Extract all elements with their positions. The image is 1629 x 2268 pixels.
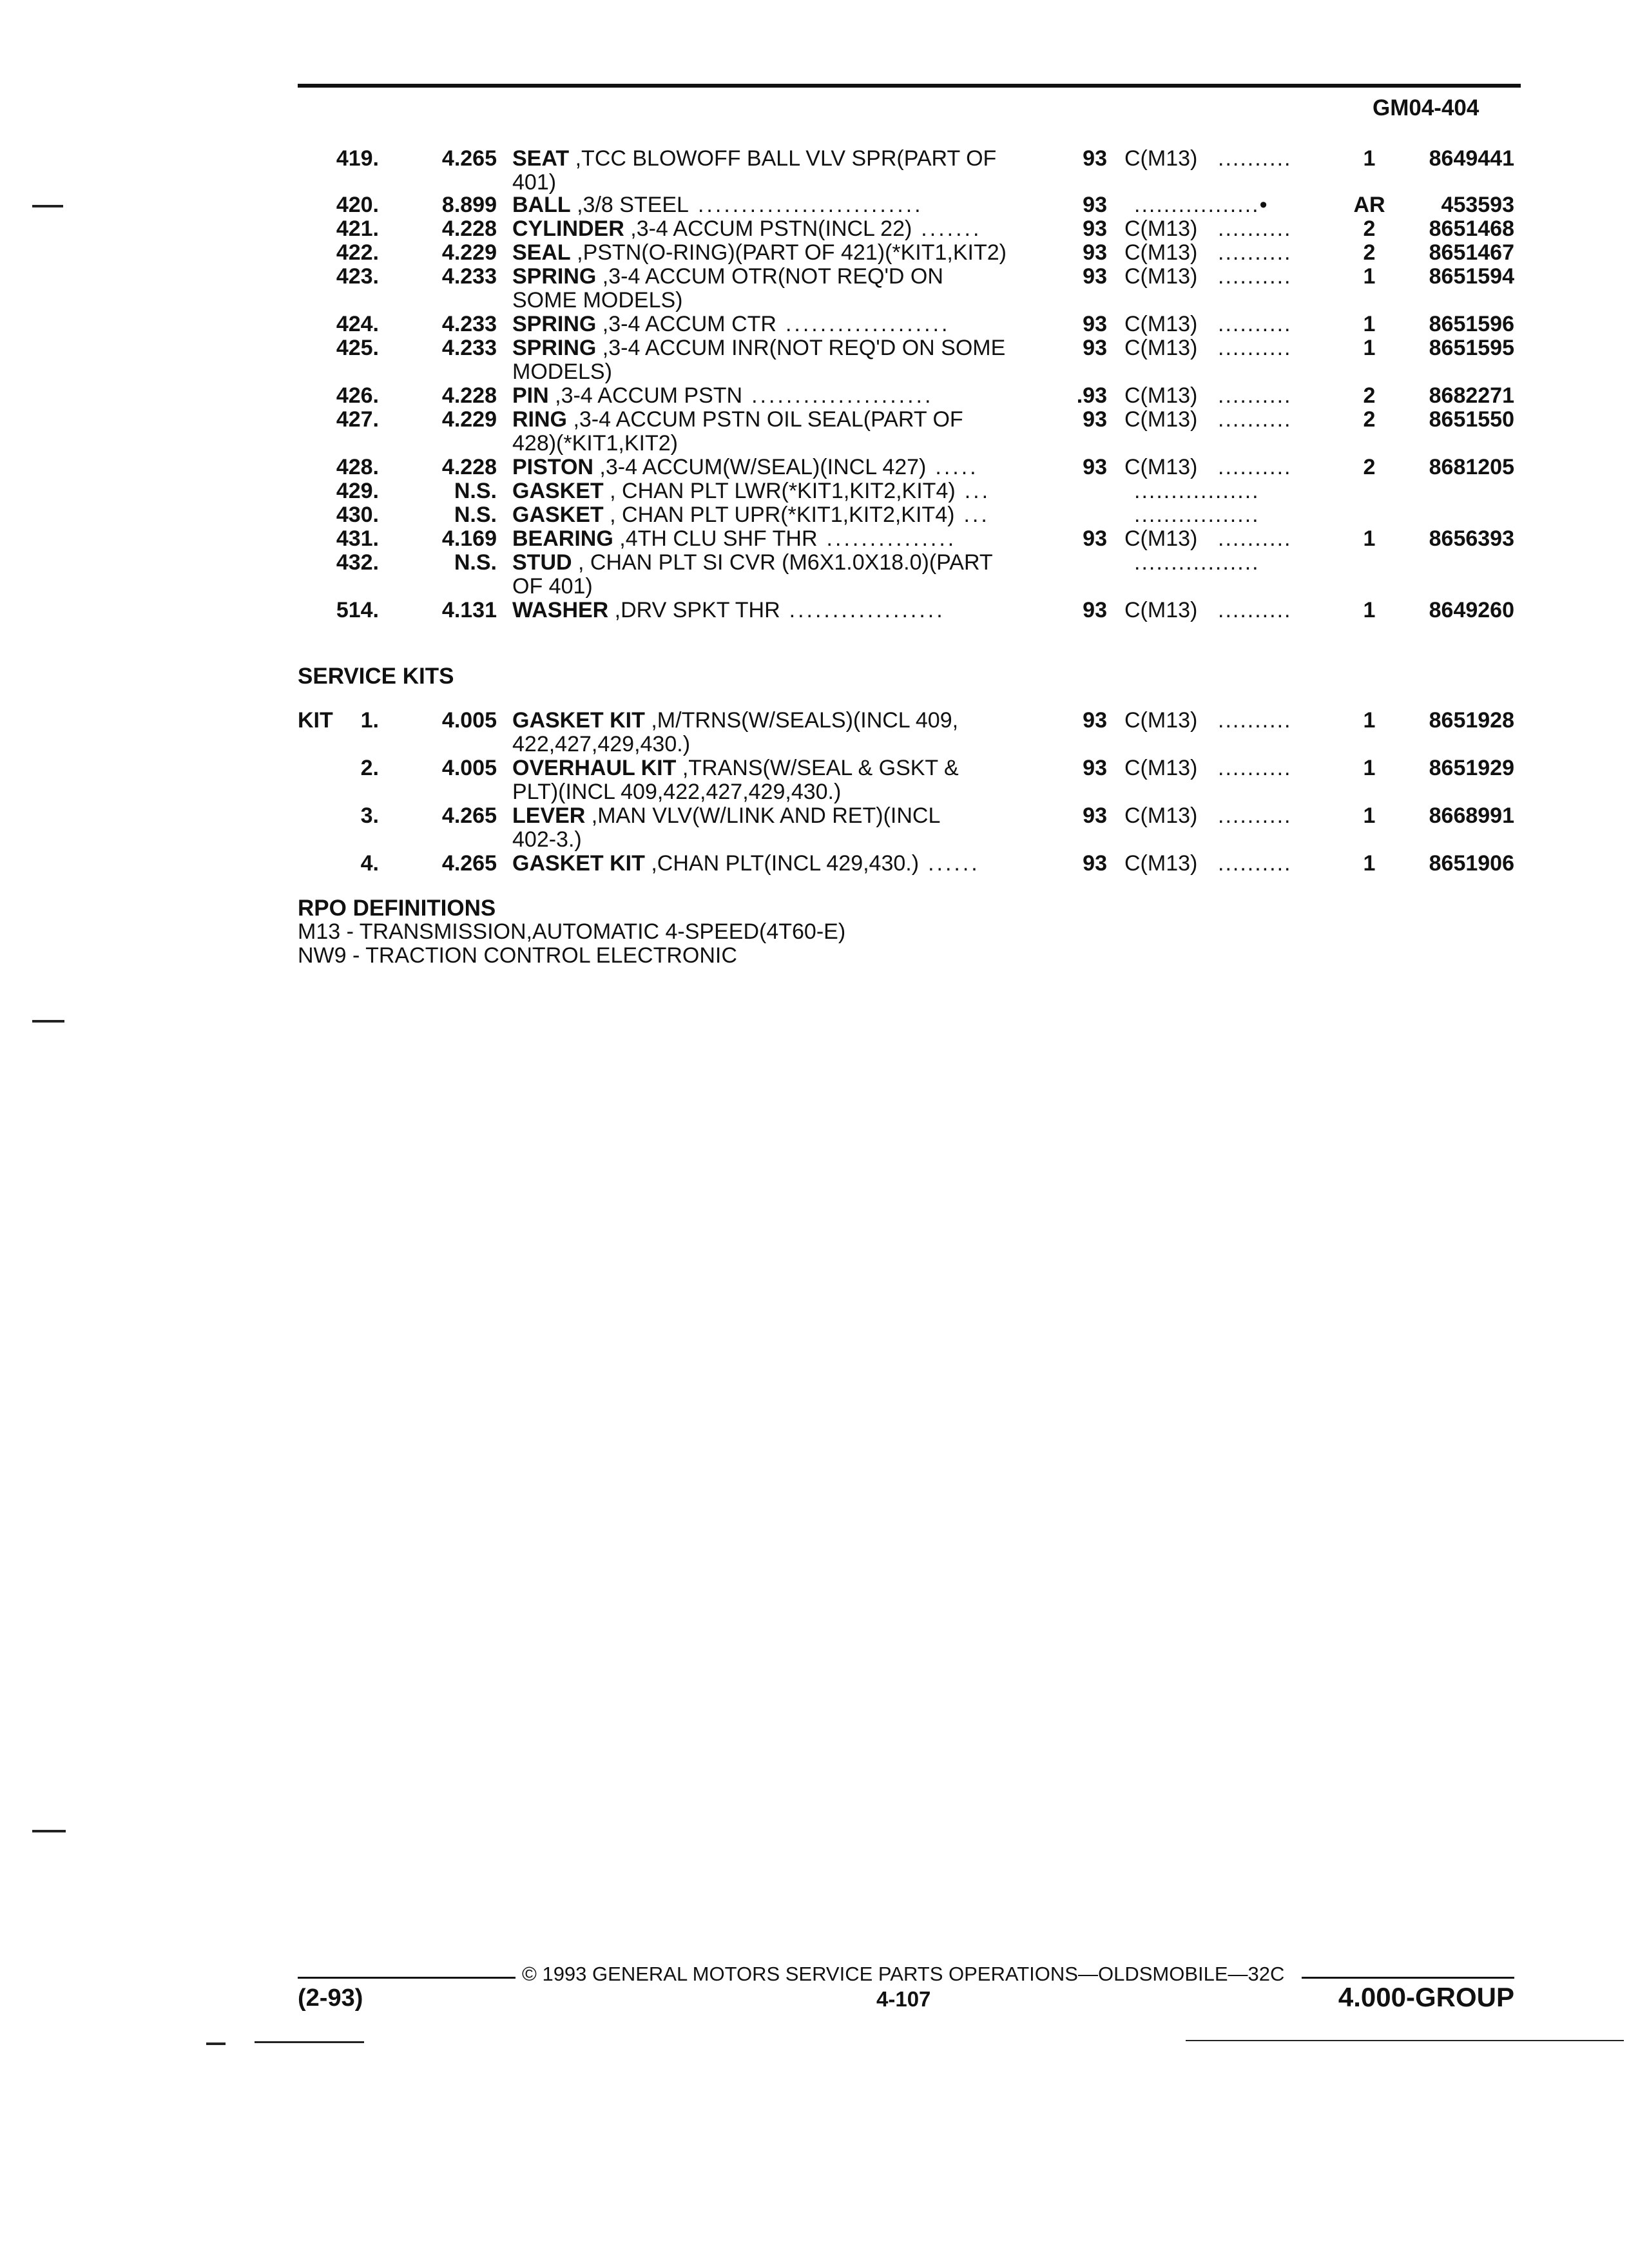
quantity: 1 — [1363, 264, 1376, 289]
footer-date: (2-93) — [298, 1984, 363, 2012]
item-description — [512, 852, 1028, 876]
footer-rule-left — [298, 1977, 516, 1979]
leader-dots: ............... — [826, 526, 957, 551]
leader-dots: .......... — [1218, 756, 1292, 780]
usage-code: C(M13) — [1124, 803, 1198, 828]
part-detail: ,3-4 ACCUM PSTN OIL SEAL(PART OF 428)(*KIT1,KIT2) — [512, 407, 963, 456]
leader-dots: .................• — [1134, 193, 1269, 217]
item-description — [512, 527, 1028, 551]
part-name: BALL — [512, 193, 571, 217]
quantity: 2 — [1363, 383, 1376, 408]
leader-dots: ..................... — [751, 383, 934, 408]
leader-dots: .......................... — [697, 193, 923, 217]
model-year: 93 — [1083, 216, 1107, 241]
usage-code: C(M13) — [1124, 407, 1198, 432]
item-number: 432. — [336, 550, 379, 575]
figure-reference: 4.229 — [441, 407, 497, 432]
item-number: 2. — [360, 756, 379, 780]
quantity: 1 — [1363, 336, 1376, 360]
item-number: 431. — [336, 526, 379, 551]
part-row — [0, 599, 1629, 647]
part-row — [0, 408, 1629, 456]
part-row — [0, 265, 1629, 313]
scan-artifact-mark — [206, 2042, 226, 2045]
scan-artifact-mark — [32, 205, 63, 207]
quantity: 1 — [1363, 756, 1376, 780]
part-row — [0, 336, 1629, 385]
quantity: 2 — [1363, 240, 1376, 265]
figure-reference: 4.265 — [441, 803, 497, 828]
figure-reference: 8.899 — [441, 193, 497, 217]
part-detail: ,3-4 ACCUM OTR(NOT REQ'D ON SOME MODELS) — [512, 264, 943, 312]
usage-code: C(M13) — [1124, 756, 1198, 780]
item-description — [512, 241, 1028, 265]
model-year: .93 — [1076, 383, 1107, 408]
figure-reference: 4.265 — [441, 851, 497, 876]
part-name: GASKET KIT — [512, 851, 645, 876]
item-number: 3. — [360, 803, 379, 828]
usage-code: C(M13) — [1124, 526, 1198, 551]
model-year: 93 — [1083, 312, 1107, 336]
service-kit-row — [0, 756, 1629, 805]
part-name: WASHER — [512, 598, 609, 622]
scan-artifact-mark — [32, 1020, 64, 1023]
part-number: 8651594 — [1429, 264, 1514, 289]
part-name: STUD — [512, 550, 572, 575]
leader-dots: .......... — [1218, 146, 1292, 171]
part-name: CYLINDER — [512, 216, 624, 241]
part-name: SPRING — [512, 264, 597, 289]
service-kit-row — [0, 804, 1629, 852]
part-number: 8668991 — [1429, 803, 1514, 828]
leader-dots: ..... — [935, 455, 979, 479]
usage-code: C(M13) — [1124, 708, 1198, 733]
item-description — [512, 804, 1028, 852]
item-description — [512, 503, 1028, 527]
item-number: 423. — [336, 264, 379, 289]
part-name: SPRING — [512, 336, 597, 360]
usage-code: C(M13) — [1124, 240, 1198, 265]
part-name: RING — [512, 407, 567, 432]
part-name: GASKET — [512, 503, 604, 527]
part-detail: , CHAN PLT UPR(*KIT1,KIT2,KIT4) — [603, 503, 955, 527]
usage-code: C(M13) — [1124, 598, 1198, 622]
scan-artifact-mark — [32, 1830, 66, 1832]
service-kit-row — [0, 852, 1629, 900]
scan-artifact-mark — [255, 2041, 364, 2043]
part-name: OVERHAUL KIT — [512, 756, 677, 780]
kit-label: KIT — [298, 708, 333, 733]
usage-code: C(M13) — [1124, 383, 1198, 408]
part-detail: ,TRANS(W/SEAL & GSKT & PLT)(INCL 409,422,427,429,430.) — [512, 756, 959, 804]
item-number: 1. — [360, 708, 379, 733]
item-description — [512, 217, 1028, 241]
part-detail: ,3-4 ACCUM INR(NOT REQ'D ON SOME MODELS) — [512, 336, 1006, 384]
part-detail: ,DRV SPKT THR — [608, 598, 780, 622]
figure-reference: 4.131 — [441, 598, 497, 622]
model-year: 93 — [1083, 407, 1107, 432]
part-number: 8651595 — [1429, 336, 1514, 360]
footer-copyright: © 1993 GENERAL MOTORS SERVICE PARTS OPERATIONS—OLDSMOBILE—32C — [522, 1963, 1285, 1985]
leader-dots: .......... — [1218, 240, 1292, 265]
figure-reference: 4.169 — [441, 526, 497, 551]
model-year: 93 — [1083, 193, 1107, 217]
model-year: 93 — [1083, 264, 1107, 289]
part-name: BEARING — [512, 526, 613, 551]
figure-reference: 4.005 — [441, 756, 497, 780]
usage-code: C(M13) — [1124, 216, 1198, 241]
part-number: 8681205 — [1429, 455, 1514, 479]
leader-dots: .......... — [1218, 383, 1292, 408]
leader-dots: .................. — [789, 598, 945, 622]
item-number: 420. — [336, 193, 379, 217]
page-number: 4-107 — [876, 1987, 931, 2011]
figure-reference: 4.229 — [441, 240, 497, 265]
footer-rule-right — [1302, 1977, 1514, 1979]
top-rule — [298, 84, 1521, 88]
figure-reference: 4.265 — [441, 146, 497, 171]
quantity: 1 — [1363, 598, 1376, 622]
rpo-definition: NW9 - TRACTION CONTROL ELECTRONIC — [298, 943, 737, 968]
scan-artifact-mark — [1186, 2040, 1624, 2041]
item-number: 429. — [336, 479, 379, 503]
figure-reference: 4.005 — [441, 708, 497, 733]
part-number: 8651906 — [1429, 851, 1514, 876]
item-description — [512, 147, 1028, 195]
leader-dots: .......... — [1218, 407, 1292, 432]
part-detail: ,CHAN PLT(INCL 429,430.) — [644, 851, 920, 876]
item-number: 424. — [336, 312, 379, 336]
part-detail: ,4TH CLU SHF THR — [613, 526, 818, 551]
figure-reference: N.S. — [454, 503, 497, 527]
leader-dots: .......... — [1218, 803, 1292, 828]
model-year: 93 — [1083, 756, 1107, 780]
figure-reference: 4.233 — [441, 312, 497, 336]
part-row — [0, 147, 1629, 195]
model-year: 93 — [1083, 146, 1107, 171]
leader-dots: .......... — [1218, 708, 1292, 733]
part-number: 8649441 — [1429, 146, 1514, 171]
leader-dots: ... — [964, 479, 991, 503]
leader-dots: .......... — [1218, 336, 1292, 360]
quantity: 1 — [1363, 803, 1376, 828]
part-name: GASKET KIT — [512, 708, 645, 733]
item-description — [512, 551, 1028, 599]
model-year: 93 — [1083, 598, 1107, 622]
model-year: 93 — [1083, 803, 1107, 828]
leader-dots: .......... — [1218, 455, 1292, 479]
figure-reference: 4.233 — [441, 264, 497, 289]
part-number: 8682271 — [1429, 383, 1514, 408]
part-number: 8651467 — [1429, 240, 1514, 265]
item-number: 430. — [336, 503, 379, 527]
figure-reference: 4.228 — [441, 383, 497, 408]
part-row — [0, 551, 1629, 599]
leader-dots: ...... — [928, 851, 980, 876]
rpo-definition: M13 - TRANSMISSION,AUTOMATIC 4-SPEED(4T60-E) — [298, 919, 846, 944]
item-number: 427. — [336, 407, 379, 432]
model-year: 93 — [1083, 455, 1107, 479]
model-year: 93 — [1083, 526, 1107, 551]
leader-dots: ....... — [921, 216, 982, 241]
leader-dots: ................... — [785, 312, 950, 336]
part-detail: , CHAN PLT LWR(*KIT1,KIT2,KIT4) — [603, 479, 956, 503]
part-number: 8651550 — [1429, 407, 1514, 432]
leader-dots: ................. — [1134, 503, 1260, 527]
part-number: 8656393 — [1429, 526, 1514, 551]
usage-code: C(M13) — [1124, 455, 1198, 479]
item-description — [512, 456, 1028, 479]
model-year: 93 — [1083, 851, 1107, 876]
leader-dots: .......... — [1218, 312, 1292, 336]
item-number: 422. — [336, 240, 379, 265]
item-description — [512, 265, 1028, 312]
leader-dots: .......... — [1218, 526, 1292, 551]
model-year: 93 — [1083, 240, 1107, 265]
usage-code: C(M13) — [1124, 851, 1198, 876]
part-detail: ,3/8 STEEL — [570, 193, 689, 217]
usage-code: C(M13) — [1124, 146, 1198, 171]
part-detail: ,PSTN(O-RING)(PART OF 421)(*KIT1,KIT2) — [570, 240, 1007, 265]
rpo-heading: RPO DEFINITIONS — [298, 896, 496, 921]
part-detail: ,3-4 ACCUM PSTN — [548, 383, 743, 408]
item-description — [512, 408, 1028, 456]
usage-code: C(M13) — [1124, 264, 1198, 289]
part-name: SEAL — [512, 240, 571, 265]
figure-reference: 4.233 — [441, 336, 497, 360]
quantity: 2 — [1363, 455, 1376, 479]
part-number: 8651929 — [1429, 756, 1514, 780]
part-name: PIN — [512, 383, 549, 408]
quantity: 1 — [1363, 708, 1376, 733]
part-number: 8651928 — [1429, 708, 1514, 733]
part-name: GASKET — [512, 479, 604, 503]
leader-dots: .......... — [1218, 851, 1292, 876]
item-description — [512, 193, 1028, 217]
catalog-id: GM04-404 — [1373, 95, 1480, 120]
quantity: 1 — [1363, 146, 1376, 171]
quantity: 2 — [1363, 216, 1376, 241]
part-name: LEVER — [512, 803, 586, 828]
part-name: PISTON — [512, 455, 593, 479]
part-name: SEAT — [512, 146, 570, 171]
part-number: 453593 — [1441, 193, 1514, 217]
quantity: 1 — [1363, 851, 1376, 876]
item-description — [512, 479, 1028, 503]
leader-dots: .......... — [1218, 598, 1292, 622]
part-name: SPRING — [512, 312, 597, 336]
part-detail: ,3-4 ACCUM(W/SEAL)(INCL 427) — [593, 455, 927, 479]
quantity: 2 — [1363, 407, 1376, 432]
leader-dots: ................. — [1134, 479, 1260, 503]
item-number: 428. — [336, 455, 379, 479]
part-number: 8651596 — [1429, 312, 1514, 336]
part-number: 8651468 — [1429, 216, 1514, 241]
part-detail: ,3-4 ACCUM PSTN(INCL 22) — [624, 216, 912, 241]
item-description — [512, 384, 1028, 408]
usage-code: C(M13) — [1124, 312, 1198, 336]
part-detail: ,MAN VLV(W/LINK AND RET)(INCL 402-3.) — [512, 803, 941, 852]
usage-code: C(M13) — [1124, 336, 1198, 360]
part-detail: ,TCC BLOWOFF BALL VLV SPR(PART OF 401) — [512, 146, 997, 195]
item-description — [512, 336, 1028, 384]
leader-dots: ... — [963, 503, 990, 527]
figure-reference: 4.228 — [441, 455, 497, 479]
item-number: 426. — [336, 383, 379, 408]
item-number: 514. — [336, 598, 379, 622]
leader-dots: ................. — [1134, 550, 1260, 575]
item-description — [512, 709, 1028, 756]
item-description — [512, 599, 1028, 622]
part-detail: , CHAN PLT SI CVR (M6X1.0X18.0)(PART OF 401) — [512, 550, 993, 599]
part-detail: ,3-4 ACCUM CTR — [596, 312, 776, 336]
leader-dots: .......... — [1218, 216, 1292, 241]
item-number: 425. — [336, 336, 379, 360]
figure-reference: N.S. — [454, 550, 497, 575]
leader-dots: .......... — [1218, 264, 1292, 289]
item-number: 4. — [360, 851, 379, 876]
item-number: 419. — [336, 146, 379, 171]
service-kits-heading: SERVICE KITS — [298, 664, 454, 689]
quantity: 1 — [1363, 312, 1376, 336]
quantity: 1 — [1363, 526, 1376, 551]
model-year: 93 — [1083, 708, 1107, 733]
group-label: 4.000-GROUP — [1338, 1982, 1514, 2012]
figure-reference: 4.228 — [441, 216, 497, 241]
part-number: 8649260 — [1429, 598, 1514, 622]
service-kit-row — [0, 709, 1629, 757]
quantity: AR — [1353, 193, 1385, 217]
item-description — [512, 756, 1028, 804]
figure-reference: N.S. — [454, 479, 497, 503]
model-year: 93 — [1083, 336, 1107, 360]
part-detail: ,M/TRNS(W/SEALS)(INCL 409, 422,427,429,430.) — [512, 708, 959, 756]
item-description — [512, 312, 1028, 336]
item-number: 421. — [336, 216, 379, 241]
